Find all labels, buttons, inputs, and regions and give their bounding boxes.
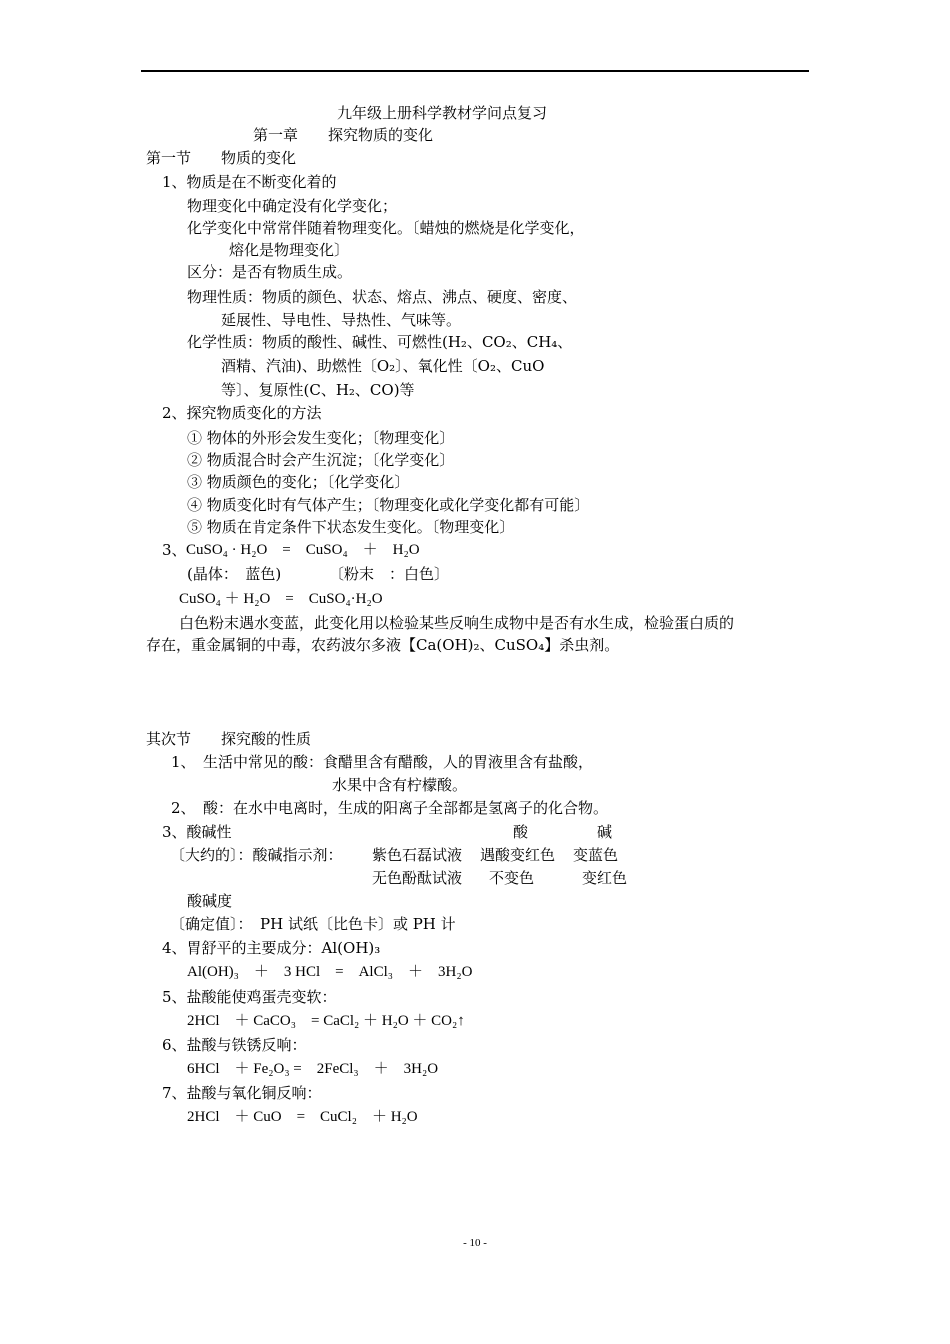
chemical-property-3: 等〕、复原性(C、H₂、CO)等	[221, 381, 415, 399]
litmus-base: 变蓝色	[573, 846, 619, 864]
item4-label: 4、胃舒平的主要成分：Al(OH)₃	[162, 939, 381, 957]
common-acids-2: 水果中含有柠檬酸。	[332, 776, 468, 794]
item1-line1: 物理变化中确定没有化学变化；	[187, 197, 398, 215]
item1-line4: 区分：是否有物质生成。	[187, 263, 353, 281]
item3-label: 3、	[162, 541, 187, 559]
method-1: ① 物体的外形会发生变化；〔物理变化〕	[187, 429, 455, 447]
item1-label: 1、物质是在不断变化着的	[162, 173, 337, 191]
acid-definition: 2、 酸：在水中电离时，生成的阳离子全部都是氢离子的化合物。	[171, 799, 609, 817]
paragraph-line-1: 白色粉末遇水变蓝，此变化用以检验某些反响生成物中是否有水生成，检验蛋白质的	[179, 614, 735, 632]
item6-label: 6、盐酸与铁锈反响：	[162, 1036, 307, 1054]
equation-aluminium-hydroxide: Al(OH)₃ ＋ 3 HCl = AlCl₃ ＋ 3H₂O	[187, 964, 473, 980]
item2-label: 2、探究物质变化的方法	[162, 404, 322, 422]
equation-iron-oxide: 6HCl ＋ Fe₂O₃ = 2FeCl₃ ＋ 3H₂O	[187, 1061, 439, 1077]
item5-label: 5、盐酸能使鸡蛋壳变软：	[162, 988, 337, 1006]
acidity-exact: 〔确定值〕： PH 试纸〔比色卡〕或 PH 计	[170, 915, 456, 933]
litmus-acid: 遇酸变红色	[480, 846, 556, 864]
section1-heading: 第一节 物质的变化	[146, 149, 297, 167]
note-powder: 〔粉末 ：白色〕	[329, 565, 450, 583]
doc-title: 九年级上册科学教材学问点复习	[337, 104, 548, 122]
physical-property-2: 延展性、导电性、导热性、气味等。	[221, 311, 462, 329]
chemical-property-1: 化学性质：物质的酸性、碱性、可燃性(H₂、CO₂、CH₄、	[187, 333, 573, 351]
equation-copper-sulfate-water: CuSO₄ ＋ H₂O = CuSO₄·H₂O	[179, 591, 383, 607]
acidity-degree: 酸碱度	[187, 892, 233, 910]
method-2: ② 物质混合时会产生沉淀；〔化学变化〕	[187, 451, 455, 469]
equation-calcium-carbonate: 2HCl ＋ CaCO₃ = CaCl₂ ＋ H₂O ＋ CO₂↑	[187, 1013, 465, 1029]
common-acids-1: 1、 生活中常见的酸：食醋里含有醋酸，人的胃液里含有盐酸，	[171, 753, 594, 771]
phenolphthalein-acid: 不变色	[489, 869, 535, 887]
indicator-lead: 〔大约的〕：酸碱指示剂：	[170, 846, 343, 864]
indicator-litmus: 紫色石磊试液	[372, 846, 463, 864]
item1-line2: 化学变化中常常伴随着物理变化。〔蜡烛的燃烧是化学变化，	[187, 219, 585, 237]
col-base: 碱	[597, 823, 613, 841]
header-rule	[141, 70, 809, 72]
acidity-label: 3、酸碱性	[162, 823, 232, 841]
equation-copper-oxide: 2HCl ＋ CuO = CuCl₂ ＋ H₂O	[187, 1109, 418, 1125]
method-5: ⑤ 物质在肯定条件下状态发生变化。〔物理变化〕	[187, 518, 515, 536]
equation-copper-sulfate-hydrate: CuSO₄ · H₂O = CuSO₄ ＋ H₂O	[186, 542, 420, 558]
section2-heading: 其次节 探究酸的性质	[146, 730, 312, 748]
col-acid: 酸	[513, 823, 529, 841]
item1-line3: 熔化是物理变化〕	[229, 241, 350, 259]
chemical-property-2: 酒精、汽油)、助燃性〔O₂〕、氧化性〔O₂、CuO	[221, 357, 545, 375]
physical-property-1: 物理性质：物质的颜色、状态、熔点、沸点、硬度、密度、	[187, 288, 578, 306]
method-4: ④ 物质变化时有气体产生；〔物理变化或化学变化都有可能〕	[187, 496, 590, 514]
indicator-phenolphthalein: 无色酚酞试液	[372, 869, 463, 887]
paragraph-line-2: 存在，重金属铜的中毒，农药波尔多液【Ca(OH)₂、CuSO₄】杀虫剂。	[146, 636, 620, 654]
page-number: - 10 -	[463, 1237, 487, 1249]
chapter-title: 第一章 探究物质的变化	[253, 126, 434, 144]
method-3: ③ 物质颜色的变化；〔化学变化〕	[187, 473, 410, 491]
phenolphthalein-base: 变红色	[582, 869, 628, 887]
note-crystal: (晶体： 蓝色)	[187, 565, 282, 583]
item7-label: 7、盐酸与氧化铜反响：	[162, 1084, 322, 1102]
